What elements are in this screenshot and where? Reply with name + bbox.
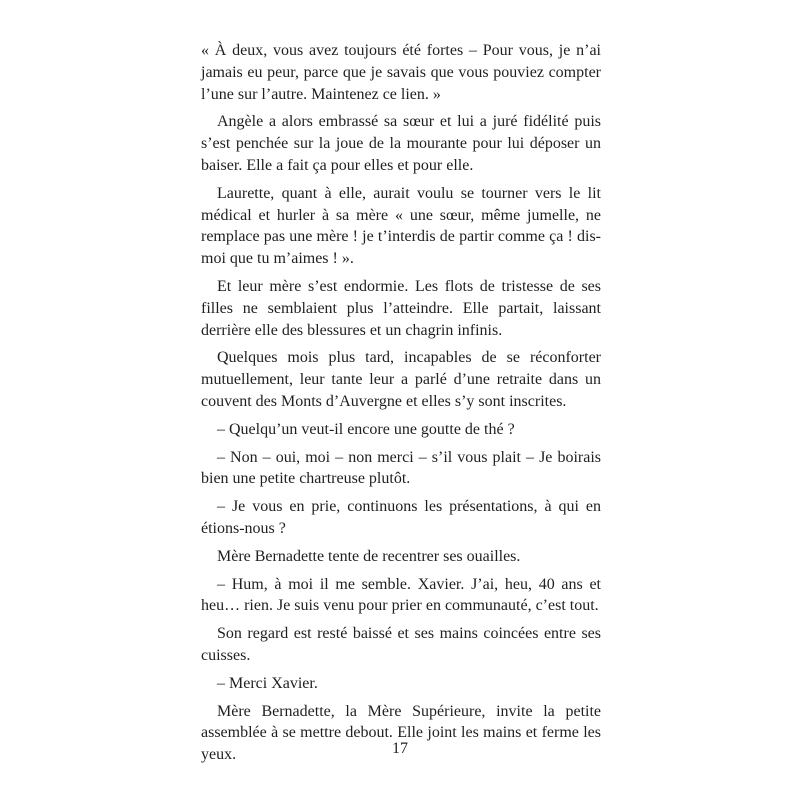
paragraph-8: – Je vous en prie, continuons les présentations, à qui en étions-nous ?	[201, 498, 601, 537]
paragraph-3: Laurette, quant à elle, aurait voulu se tourner vers le lit médical et hurler à sa mère « une sœur, même jumelle, ne remplace pas une mère ! je t’interdis de partir comme ça ! dis-moi que tu m’aimes ! ».	[201, 184, 601, 268]
paragraph-11: Son regard est resté baissé et ses mains coincées entre ses cuisses.	[201, 625, 601, 664]
paragraph-9: Mère Bernadette tente de recentrer ses ouailles.	[217, 547, 521, 565]
paragraph-6: – Quelqu’un veut-il encore une goutte de thé ?	[217, 420, 515, 438]
paragraph-10: – Hum, à moi il me semble. Xavier. J’ai, heu, 40 ans et heu… rien. Je suis venu pour prier en communauté, c’est tout.	[201, 575, 601, 615]
page-number: 17	[392, 740, 408, 757]
body-text	[201, 40, 601, 772]
paragraph-1: « À deux, vous avez toujours été fortes – Pour vous, je n’ai jamais eu peur, parce que je savais que vous pouviez compter l’une sur l’autre. Maintenez ce lien. »	[201, 42, 601, 103]
paragraph-7: – Non – oui, moi – non merci – s’il vous plait – Je boirais bien une petite chartreuse plutôt.	[201, 448, 601, 488]
paragraph-2: Angèle a alors embrassé sa sœur et lui a juré fidélité puis s’est penchée sur la joue de la mourante pour lui déposer un baiser. Elle a fait ça pour elles et pour elle.	[201, 113, 601, 174]
paragraph-12: – Merci Xavier.	[217, 674, 318, 692]
paragraph-13: Mère Bernadette, la Mère Supérieure, invite la petite assemblée à se mettre debout. Elle joint les mains et ferme les yeux.	[201, 702, 601, 764]
paragraph-5: Quelques mois plus tard, incapables de se réconforter mutuellement, leur tante leur a parlé d’une retraite dans un couvent des Monts d’Auvergne et elles s’y sont inscrites.	[201, 349, 601, 410]
paragraph-4: Et leur mère s’est endormie. Les flots de tristesse de ses filles ne semblaient plus l’atteindre. Elle partait, laissant derrière elle des blessures et un chagrin infinis.	[201, 277, 601, 339]
